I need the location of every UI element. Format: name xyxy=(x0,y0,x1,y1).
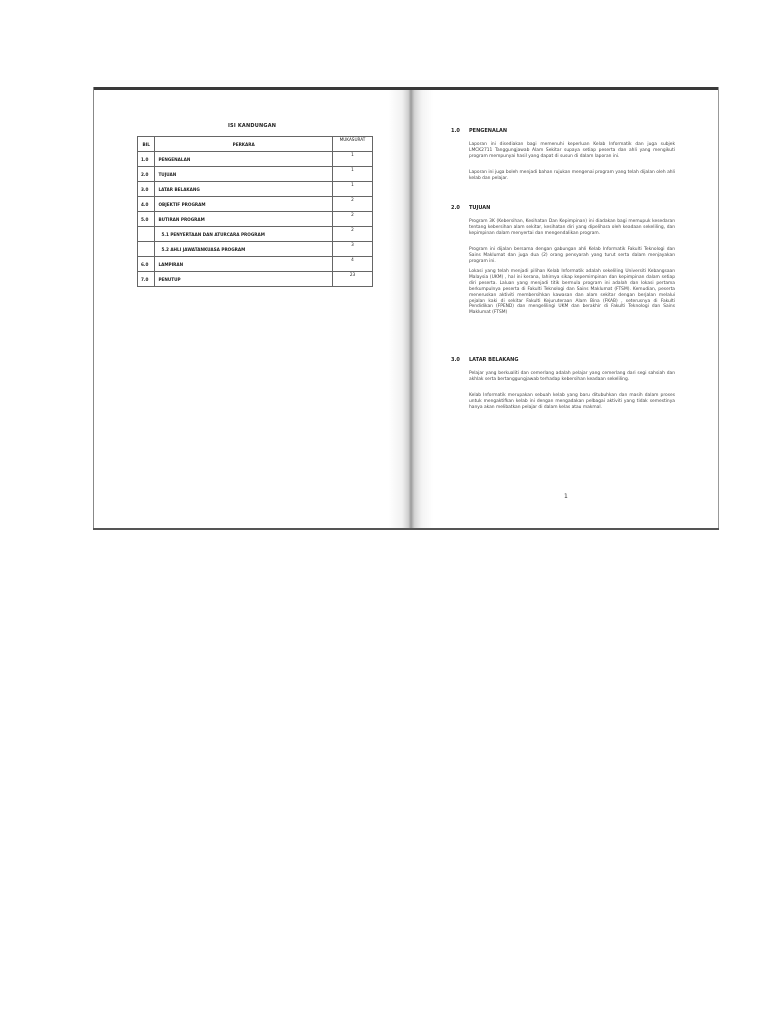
toc-perkara: PENGENALAN xyxy=(155,152,333,167)
section-number: 2.0 xyxy=(451,205,460,211)
toc-bil: 1.0 xyxy=(138,152,155,167)
toc-row xyxy=(138,212,373,227)
toc-mukasurat: 2 xyxy=(332,197,372,212)
toc-row xyxy=(138,227,373,242)
section-heading: TUJUAN xyxy=(469,205,491,211)
toc-perkara: PENUTUP xyxy=(155,272,333,287)
toc-bil: 3.0 xyxy=(138,182,155,197)
toc-mukasurat: 2 xyxy=(332,212,372,227)
toc-header-perkara: PERKARA xyxy=(155,137,333,152)
toc-perkara: 5.2 AHLI JAWATANKUASA PROGRAM xyxy=(155,242,333,257)
toc-row xyxy=(138,242,373,257)
toc-mukasurat: 1 xyxy=(332,152,372,167)
toc-mukasurat: 3 xyxy=(332,242,372,257)
toc-title: ISI KANDUNGAN xyxy=(228,123,277,129)
toc-perkara: LATAR BELAKANG xyxy=(155,182,333,197)
toc-bil: 2.0 xyxy=(138,167,155,182)
left-edge xyxy=(93,87,94,530)
toc-row xyxy=(138,197,373,212)
section-heading: LATAR BELAKANG xyxy=(469,357,519,363)
toc-mukasurat: 23 xyxy=(332,272,372,287)
toc-bil: 5.0 xyxy=(138,212,155,227)
section-number: 3.0 xyxy=(451,357,460,363)
toc-row xyxy=(138,167,373,182)
paragraph: Program ini dijalan bersama dengan gabungan ahli Kelab Informatik Fakulti Teknologi dan Sains Maklumat dan juga dua (2) orang pensyarah yang turut serta dalam menjayakan program ini. xyxy=(469,247,675,264)
book-gutter xyxy=(389,90,433,528)
toc-header-mukasurat: MUKASURAT xyxy=(332,137,372,152)
section-number: 1.0 xyxy=(451,128,460,134)
right-edge xyxy=(718,87,719,530)
section-heading: PENGENALAN xyxy=(469,128,508,134)
page-number: 1 xyxy=(564,493,568,500)
toc-row xyxy=(138,182,373,197)
paragraph: Pelajar yang berkualiti dan cemerlang adalah pelajar yang cemerlang dari segi sahsiah dan akhlak serta bertanggungjawab terhadap kebersihan keadaan sekeliling. xyxy=(469,371,675,382)
toc-perkara: OBJEKTIF PROGRAM xyxy=(155,197,333,212)
toc-mukasurat: 2 xyxy=(332,227,372,242)
paragraph: Laporan ini juga boleh menjadi bahan rujukan mengenai program yang telah dijalan oleh ahli kelab dan pelajar. xyxy=(469,170,675,181)
toc-bil xyxy=(138,227,155,242)
paragraph: Laporan ini disediakan bagi memenuhi keperluan Kelab Informatik dan juga subjek LMCK2711 Tanggungjawab Alam Sekitar supaya setiap peserta dan ahli yang mengikuti program mempunyai hasil yang dapat di susun di dalam laporan ini. xyxy=(469,142,675,159)
toc-row xyxy=(138,257,373,272)
document-spread xyxy=(93,87,719,530)
bottom-border xyxy=(93,528,719,530)
toc-bil: 7.0 xyxy=(138,272,155,287)
paragraph: Lokasi yang telah menjadi pilihan Kelab Informatik adalah sekeliling Universiti Kebangsaan Malaysia (UKM) , hal ini kerana, lahirnya sikap kepemimpinan dan kepimpinan dalam setiap diri peserta. Laluan yang menjadi titik bermula program ini adalah dan lokasi pertama berkumpulnya peserta di Fakulti Teknologi dan Sains Maklumat (FTSM). Kemudian, peserta meneruskan aktiviti membersihkan kawasan dan alam sekitar dengan berjalan melalui pejalan kaki di sekitar Fakulti Kejuruteraan Alam Bina (FKAB) , seterusnya di Fakulti Pendidikan (FPEND) dan mengelilingi UKM dan berakhir di Fakulti Teknologi dan Sains Maklumat (FTSM) xyxy=(469,269,675,316)
toc-perkara: TUJUAN xyxy=(155,167,333,182)
toc-bil: 6.0 xyxy=(138,257,155,272)
toc-header-bil: BIL xyxy=(138,137,155,152)
toc-row xyxy=(138,152,373,167)
toc-mukasurat: 1 xyxy=(332,167,372,182)
toc-perkara: 5.1 PENYERTAAN DAN ATURCARA PROGRAM xyxy=(155,227,333,242)
toc-bil: 4.0 xyxy=(138,197,155,212)
toc-perkara: BUTIRAN PROGRAM xyxy=(155,212,333,227)
toc-mukasurat: 1 xyxy=(332,182,372,197)
toc-perkara: LAMPIRAN xyxy=(155,257,333,272)
paragraph: Kelab Informatik merupakan sebuah kelab yang baru ditubuhkan dan masih dalam proses untuk mengaktifkan kelab ini dengan mengadakan pelbagai aktiviti yang tidak semestinya hanya akan melibatkan pelajar di dalam kelas atau makmal. xyxy=(469,393,675,410)
toc-header-row xyxy=(138,137,373,152)
toc-row xyxy=(138,272,373,287)
toc-table xyxy=(137,136,373,287)
toc-mukasurat: 4 xyxy=(332,257,372,272)
paragraph: Program 3K (Kebersihan, Kesihatan Dan Kepimpinan) ini diadakan bagi memupuk kesedaran tentang kebersihan alam sekitar, kesihatan diri yang dipelihara oleh keadaan sekeliling, dan kepimpinan dalam menyertai dan mengendalikan program. xyxy=(469,219,675,236)
toc-bil xyxy=(138,242,155,257)
